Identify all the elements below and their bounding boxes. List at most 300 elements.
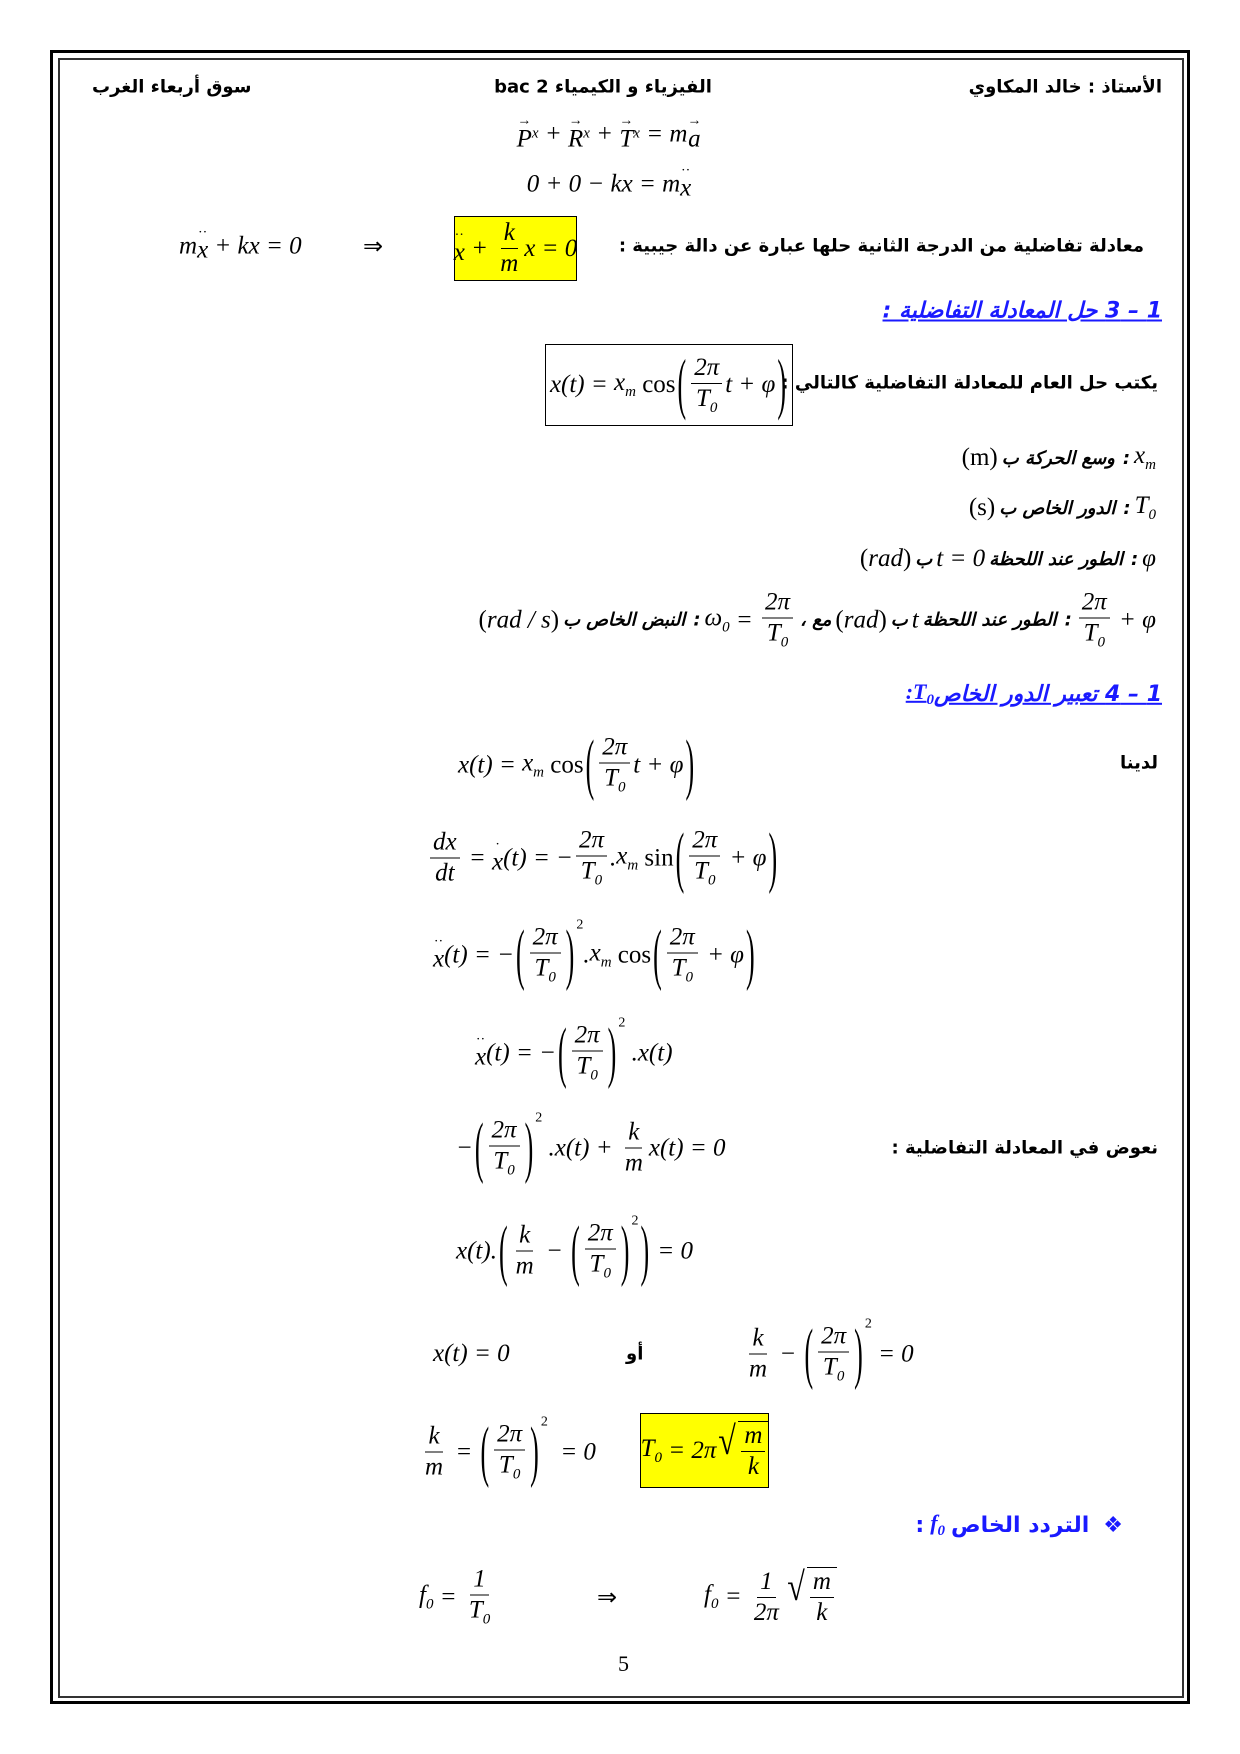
vector xyxy=(687,113,702,153)
derivative-dots: ·· xyxy=(197,225,208,241)
fraction-numerator xyxy=(430,829,460,859)
right-paren: ) xyxy=(640,1212,650,1288)
math-text: m xyxy=(425,1453,444,1481)
math-subscripted: $T_0$ xyxy=(534,954,556,986)
fraction xyxy=(741,1422,765,1481)
math-subscripted: $T_0$ xyxy=(766,619,789,651)
right-paren: ) xyxy=(746,916,755,992)
fraction xyxy=(576,827,607,890)
math-text: 2π xyxy=(574,1021,600,1049)
exponent: 2 xyxy=(535,1110,543,1126)
math-subscripted: $T_0$ xyxy=(580,857,603,889)
exponent: 2 xyxy=(864,1316,872,1332)
math-text: k xyxy=(628,1118,640,1146)
math-roman: (s) xyxy=(968,494,996,521)
right-paren: ) xyxy=(768,819,778,895)
subject-title: الفيزياء و الكيمياء 2 bac xyxy=(494,76,712,98)
differential-equation-raw xyxy=(179,225,302,264)
math-subscripted: $T_0$ xyxy=(640,1434,662,1466)
left-paren: ( xyxy=(480,1413,490,1489)
math-subscript: 0 xyxy=(685,969,693,986)
math-subscript: m xyxy=(625,384,636,400)
math-subscripted: $\omega_0$ xyxy=(704,604,730,635)
dot-derivative xyxy=(491,837,504,876)
square-root xyxy=(785,1564,837,1627)
math-text: − xyxy=(456,1134,473,1161)
math-roman: sin xyxy=(638,844,674,871)
exponent: 2 xyxy=(618,1015,626,1031)
math-text: 0 + 0 − kx = m xyxy=(526,170,681,197)
arabic-text: : xyxy=(1130,548,1139,570)
math-text: x = 0 xyxy=(524,234,578,262)
math-text: = 0 xyxy=(871,1340,914,1367)
exponent: 2 xyxy=(540,1414,548,1430)
arabic-text: : xyxy=(1123,497,1131,519)
arabic-text: الدور الخاص ب xyxy=(999,497,1116,519)
fraction-denominator xyxy=(751,1598,782,1627)
fraction-denominator xyxy=(813,1598,830,1627)
fraction-denominator xyxy=(691,857,718,890)
frequency-symbol-letter: f xyxy=(930,1509,938,1535)
math-subscript: 0 xyxy=(603,1265,611,1282)
math-text: 2π xyxy=(587,1219,613,1247)
math-text: dx xyxy=(433,828,457,856)
frequency-symbol xyxy=(930,1510,945,1540)
math-text: 2π xyxy=(821,1322,847,1350)
math-text: m xyxy=(749,1355,768,1383)
teacher-name: الأستاذ : خالد المكاوي xyxy=(968,76,1162,98)
fraction-denominator xyxy=(745,1452,762,1481)
fraction-numerator xyxy=(762,589,793,619)
math-text: rad / s xyxy=(486,606,551,633)
parenthesized-group xyxy=(473,1109,543,1185)
fraction-denominator xyxy=(531,954,558,987)
math-text: .x(t) xyxy=(625,1039,673,1066)
equation-substituted xyxy=(456,1109,726,1185)
differential-equation-label: معادلة تفاضلية من الدرجة الثانية حلها عبارة عن دالة جيبية : xyxy=(618,235,1144,257)
fraction-numerator xyxy=(818,1323,849,1353)
fraction xyxy=(466,1566,493,1629)
left-paren: ( xyxy=(675,819,685,895)
math-text: k xyxy=(747,1452,759,1480)
math-text: m xyxy=(744,1421,763,1449)
radical-icon: √ xyxy=(718,1417,737,1463)
math-subscript: 0 xyxy=(710,1596,719,1612)
double-dot-derivative xyxy=(680,163,692,202)
math-text: 1 xyxy=(473,1565,486,1593)
parenthesized-group xyxy=(514,916,584,992)
fraction-numerator xyxy=(741,1422,765,1452)
fraction-denominator xyxy=(490,1147,517,1180)
highlighted-period-formula xyxy=(640,1413,769,1488)
math-subscripted: $T_0$ xyxy=(1083,619,1105,651)
exponent: 2 xyxy=(576,917,584,933)
math-subscripted: $x_m$ xyxy=(589,939,612,970)
arabic-text: الطور عند اللحظة xyxy=(922,609,1057,631)
fraction xyxy=(497,219,521,278)
school-name: سوق أربعاء الغرب xyxy=(92,76,252,98)
math-subscript: 0 xyxy=(617,779,626,796)
right-paren: ) xyxy=(620,1212,630,1288)
derivative-dots: ·· xyxy=(454,228,464,243)
math-text: = 0 xyxy=(651,1237,693,1264)
arabic-text: مع ، xyxy=(800,609,832,631)
left-paren: ( xyxy=(653,916,662,992)
math-subscript: 0 xyxy=(709,399,718,416)
vector-letter: a xyxy=(688,125,701,153)
math-text: x(t) = xyxy=(549,371,614,398)
math-roman: ) xyxy=(902,545,912,572)
fraction-numerator xyxy=(585,1220,616,1250)
fraction-denominator xyxy=(587,1250,614,1283)
square-root xyxy=(716,1417,768,1481)
math-text: 2π xyxy=(602,733,628,761)
parenthesized-group xyxy=(802,1315,872,1391)
general-solution-label: يكتب حل العام للمعادلة التفاضلية كالتالي : xyxy=(781,372,1158,394)
parenthesized-group xyxy=(569,1212,639,1288)
fraction-denominator xyxy=(497,249,521,278)
math-text: = xyxy=(462,844,492,871)
math-subscripted: $T_0$ xyxy=(498,1451,521,1483)
math-subscripted: $T_0$ xyxy=(493,1147,515,1179)
derivative-dots: ·· xyxy=(475,1032,486,1048)
fraction-denominator xyxy=(820,1353,847,1386)
section-heading-1-3: 1 – 3 حل المعادلة التفاضلية : xyxy=(882,298,1162,324)
math-subscripted: $x_m$ xyxy=(522,749,545,780)
math-text: 2π xyxy=(669,923,695,951)
projection-equation xyxy=(526,163,692,202)
newton-equation xyxy=(516,113,702,153)
math-text: = 2π xyxy=(662,1436,717,1464)
fraction-denominator xyxy=(578,857,605,890)
derivative-dots: ·· xyxy=(681,163,691,179)
arabic-text: الطور عند اللحظة xyxy=(989,548,1123,570)
math-subscript: 0 xyxy=(482,1611,491,1628)
fraction-denominator xyxy=(622,1149,646,1178)
fraction-denominator xyxy=(693,384,720,417)
fraction-numerator xyxy=(572,1022,603,1052)
math-text: = xyxy=(718,1583,748,1610)
math-subscript: 0 xyxy=(836,1368,845,1385)
math-roman: ( xyxy=(859,545,869,572)
math-text: + φ xyxy=(700,941,745,968)
parenthesized-group xyxy=(584,726,697,802)
parenthesized-group xyxy=(651,916,757,992)
math-subscript: 0 xyxy=(708,872,716,889)
fraction-denominator xyxy=(669,954,696,987)
vector xyxy=(567,113,584,153)
double-dot-derivative xyxy=(453,228,465,266)
fraction-numerator xyxy=(599,734,630,764)
math-subscript: 0 xyxy=(507,1162,515,1179)
vector-subscript: x xyxy=(633,125,640,142)
frequency-symbol-sub: 0 xyxy=(937,1523,946,1540)
right-paren: ) xyxy=(524,1109,534,1185)
math-roman: cos xyxy=(611,941,652,968)
derivative-variable: x xyxy=(197,236,209,264)
math-text: = m xyxy=(639,120,688,147)
math-roman: cos xyxy=(544,751,584,778)
fraction-denominator xyxy=(513,1252,537,1281)
math-text: 2π xyxy=(578,826,604,854)
parenthesized-group xyxy=(556,1014,626,1090)
math-text: k xyxy=(519,1221,531,1249)
math-subscripted: $T_0$ xyxy=(589,1250,611,1282)
right-paren: ) xyxy=(565,916,575,992)
math-roman: ( xyxy=(478,606,487,633)
double-dot-derivative xyxy=(433,934,445,973)
fraction xyxy=(572,1022,603,1085)
derivative-dots: · xyxy=(495,837,500,853)
fraction-numerator xyxy=(667,924,698,954)
arabic-text: : xyxy=(1122,447,1131,469)
math-subscript: m xyxy=(1145,457,1156,473)
fraction-numerator xyxy=(530,924,561,954)
fraction xyxy=(818,1323,849,1386)
fraction xyxy=(746,1325,770,1384)
fraction xyxy=(1079,589,1110,652)
math-subscripted: $T_0$ xyxy=(576,1052,598,1084)
math-text: . xyxy=(609,844,617,871)
fraction-numerator xyxy=(1079,589,1110,619)
fraction-denominator xyxy=(466,1596,493,1629)
math-text: (t) = − xyxy=(486,1039,556,1066)
math-subscripted: $f_0$ xyxy=(704,1581,719,1612)
page-number: 5 xyxy=(618,1651,629,1676)
fraction-denominator xyxy=(764,619,791,652)
left-paren: ( xyxy=(585,726,595,802)
vector-arrow-icon: → xyxy=(568,113,583,129)
definition-period xyxy=(969,492,1156,524)
arabic-text: ب xyxy=(890,609,908,631)
parenthesized-group xyxy=(674,819,780,895)
fraction-numerator xyxy=(470,1566,489,1596)
math-text: + xyxy=(538,120,568,147)
math-subscripted: $x_m$ xyxy=(614,369,636,400)
math-text: x(t) = 0 xyxy=(648,1134,726,1161)
math-text: φ xyxy=(1142,545,1156,572)
fraction-numerator xyxy=(425,1423,442,1453)
fraction-denominator xyxy=(422,1453,446,1482)
double-dot-derivative xyxy=(197,225,209,264)
derivative-variable: x xyxy=(453,239,465,266)
equation-position xyxy=(458,726,696,802)
definition-initial-phase xyxy=(860,545,1156,573)
math-text: + φ xyxy=(1112,606,1156,633)
fraction-numerator xyxy=(757,1568,776,1598)
highlighted-differential-equation xyxy=(454,216,577,281)
math-subscript: 0 xyxy=(548,969,556,986)
vector-letter: R xyxy=(567,125,584,153)
we-have-label: لدينا xyxy=(1119,752,1158,774)
equation-frequency xyxy=(419,1566,496,1629)
fraction-denominator xyxy=(496,1451,523,1484)
math-text: t xyxy=(911,606,919,633)
math-text: + xyxy=(589,120,620,147)
fraction xyxy=(667,924,698,987)
math-text: 2π xyxy=(765,588,791,616)
equation-velocity xyxy=(427,819,779,895)
fraction xyxy=(810,1568,834,1627)
fraction xyxy=(430,829,460,888)
fraction-numerator xyxy=(576,827,607,857)
fraction xyxy=(751,1568,782,1627)
definition-amplitude xyxy=(962,442,1156,474)
math-roman: ) xyxy=(878,606,887,633)
equation-frequency-final xyxy=(704,1564,837,1627)
math-text: t = 0 xyxy=(936,545,986,572)
fraction xyxy=(689,827,720,890)
math-text: 2π xyxy=(694,353,720,381)
math-text: 2π xyxy=(1081,588,1107,616)
fraction-denominator xyxy=(1081,619,1108,652)
fraction xyxy=(599,734,630,797)
arabic-text: : xyxy=(1064,609,1072,631)
fraction-numerator xyxy=(489,1117,520,1147)
math-subscripted: $T_0$ xyxy=(696,384,718,416)
math-text: t + φ xyxy=(725,371,776,398)
math-text: (t) = − xyxy=(444,941,514,968)
math-text: m xyxy=(179,232,198,259)
parenthesized-group xyxy=(497,1212,651,1288)
vector-arrow-icon: → xyxy=(619,113,634,129)
math-subscripted: $T_0$ xyxy=(822,1353,845,1385)
math-subscript: m xyxy=(600,954,612,970)
right-paren: ) xyxy=(854,1315,863,1391)
derivative-dots: ·· xyxy=(433,934,444,950)
substitute-label: نعوض في المعادلة التفاضلية : xyxy=(891,1137,1158,1159)
math-text: + xyxy=(464,234,495,262)
fraction xyxy=(691,354,722,417)
math-subscript: 0 xyxy=(512,1466,521,1483)
fraction xyxy=(494,1421,525,1484)
math-subscript: 0 xyxy=(590,1067,598,1084)
period-symbol-letter: :T xyxy=(905,678,927,704)
math-text: x(t) = 0 xyxy=(433,1340,510,1367)
right-paren: ) xyxy=(685,726,695,802)
math-text: .x(t) + xyxy=(542,1134,619,1161)
derivative-variable: x xyxy=(680,174,692,202)
fraction-numerator xyxy=(625,1119,642,1149)
math-text: x(t) = xyxy=(458,751,523,778)
math-text: x(t). xyxy=(456,1237,497,1264)
vector xyxy=(516,113,532,153)
math-text: m xyxy=(515,1252,534,1280)
fraction xyxy=(762,589,793,652)
equation-acceleration-short xyxy=(475,1014,673,1090)
implies-arrow: ⇒ xyxy=(363,232,384,260)
radicand xyxy=(738,1421,768,1481)
math-subscripted: $T_0$ xyxy=(694,857,716,889)
math-text: m xyxy=(624,1149,643,1177)
equation-factored xyxy=(456,1212,693,1288)
math-roman: ( xyxy=(835,606,844,633)
general-solution-box xyxy=(545,344,793,426)
math-text: 2π xyxy=(497,1420,523,1448)
fraction-numerator xyxy=(749,1325,766,1355)
math-text: 2π xyxy=(532,923,558,951)
math-text: − xyxy=(773,1340,803,1367)
definition-phase-pulsation xyxy=(479,589,1156,652)
radical-icon: √ xyxy=(787,1564,805,1609)
math-subscript: m xyxy=(627,857,639,873)
math-text: 2π xyxy=(491,1116,517,1144)
math-roman: cos xyxy=(635,371,676,398)
derivative-variable: x xyxy=(475,1043,487,1071)
math-text: = xyxy=(433,1583,463,1610)
fraction-denominator xyxy=(601,764,628,797)
math-text: k xyxy=(816,1599,828,1626)
fraction xyxy=(513,1222,537,1281)
math-text: = xyxy=(449,1438,479,1465)
radicand xyxy=(807,1567,837,1627)
differential-equation xyxy=(454,219,578,278)
math-subscript: 0 xyxy=(1097,634,1105,651)
fraction xyxy=(489,1117,520,1180)
period-symbol-sub: 0 xyxy=(926,692,934,709)
math-text: + kx = 0 xyxy=(208,232,302,259)
fraction xyxy=(622,1119,646,1178)
fraction-numerator xyxy=(516,1222,533,1252)
frequency-heading-colon: : xyxy=(915,1512,925,1538)
left-paren: ( xyxy=(571,1212,580,1288)
math-text: (t) = − xyxy=(503,844,573,871)
math-subscripted: $T_0$ xyxy=(604,764,626,796)
math-subscript: 0 xyxy=(654,1449,662,1466)
left-paren: ( xyxy=(677,346,687,422)
math-roman: ) xyxy=(550,606,560,633)
math-text: rad xyxy=(843,606,879,633)
left-paren: ( xyxy=(498,1212,508,1288)
math-text: 2π xyxy=(692,826,718,854)
fraction xyxy=(530,924,561,987)
period-symbol xyxy=(906,679,934,709)
derivative-variable: x xyxy=(433,945,445,973)
vector-arrow-icon: → xyxy=(517,113,532,129)
vector xyxy=(619,113,634,153)
fraction xyxy=(422,1423,446,1482)
math-text: m xyxy=(812,1568,831,1595)
math-subscript: 0 xyxy=(1148,507,1156,523)
fraction xyxy=(585,1220,616,1283)
math-text: − xyxy=(539,1237,570,1264)
math-subscript: 0 xyxy=(594,872,603,889)
arabic-text: النبض الخاص ب xyxy=(563,609,686,631)
fraction-numerator xyxy=(691,354,722,384)
period-formula xyxy=(640,1417,769,1481)
fraction-denominator xyxy=(573,1052,600,1085)
right-paren: ) xyxy=(530,1413,539,1489)
arabic-text: وسع الحركة ب xyxy=(1001,447,1115,469)
math-text: 2π xyxy=(753,1598,779,1626)
math-text: = 0 xyxy=(547,1438,596,1465)
math-text: rad xyxy=(868,545,903,572)
vector-letter: P xyxy=(516,125,532,153)
vector-subscript: x xyxy=(531,125,539,142)
math-text: = xyxy=(729,606,760,633)
arabic-text: : xyxy=(693,609,701,631)
implies-arrow-2: ⇒ xyxy=(597,1583,618,1611)
math-text: 1 xyxy=(760,1567,773,1595)
vector-letter: T xyxy=(619,125,634,153)
fraction-numerator xyxy=(494,1421,525,1451)
right-paren: ) xyxy=(607,1014,617,1090)
math-text: t + φ xyxy=(633,751,684,778)
fraction-numerator xyxy=(810,1568,834,1598)
math-text: k xyxy=(752,1324,764,1352)
fraction-numerator xyxy=(501,219,518,249)
math-subscripted: $T_0$ xyxy=(468,1596,491,1628)
